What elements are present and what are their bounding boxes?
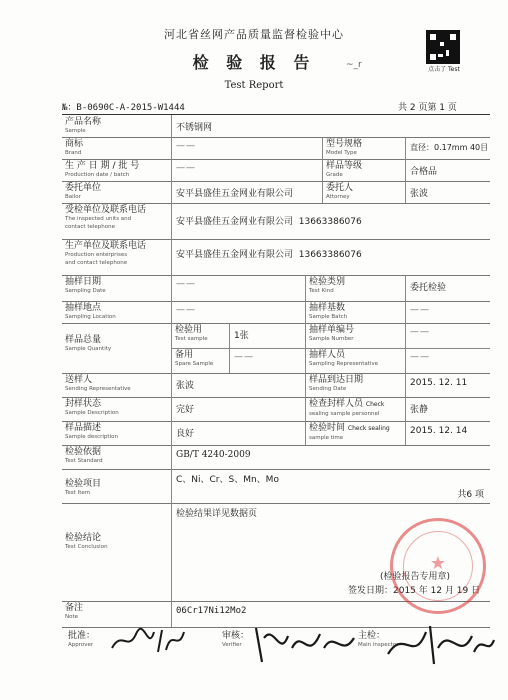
row-note: 备注 Note 06Cr17Ni12Mo2 [62, 601, 490, 628]
qr-code-icon [426, 30, 460, 64]
row-inspected-unit: 受检单位及联系电话 The inspected units and contact telephone 安平县盛佳五金网业有限公司 13663386076 [62, 203, 490, 240]
seal-note: (检验报告专用章) [380, 572, 451, 582]
row-producer: 生产单位及联系电话 Production enterprises and contact telephone 安平县盛佳五金网业有限公司 13663386076 [62, 239, 490, 276]
inspector-signature-label: 主检： Main inspector [358, 631, 399, 648]
qr-caption: 点击了 Test [428, 66, 460, 73]
label: 产品名称 [65, 117, 102, 127]
value: 不锈钢网 [176, 123, 213, 133]
inspector-handwriting [384, 618, 496, 670]
report-subtitle: Test Report [224, 80, 284, 91]
row-brand: 商标 Brand —— 型号规格 Model Type 直径：0.17mm 40目 [62, 137, 490, 160]
row-standard: 检验依据 Test Standard GB/T 4240-2009 [62, 445, 490, 470]
org-name: 河北省丝网产品质量监督检验中心 [164, 28, 344, 41]
page-info: 共 2 页第 1 页 [398, 103, 457, 113]
report-title: 检 验 报 告 [192, 53, 316, 72]
row-sampling-date: 抽样日期 Sampling Date —— 检验类别 Test Kind 委托检验 [62, 275, 490, 302]
row-seal-state: 封样状态 Sample Description 完好 检查封样人员 Check sealing sample personnel 张静 [62, 397, 490, 422]
row-description: 样品描述 Sample description 良好 检验时间 Check sealing sample time 2015. 12. 14 [62, 421, 490, 446]
row-sample-quantity: 样品总量 Sample Quantity 检验用 Test sample 1张 备用 Spare Sample —— 抽样单编号 Sample Number 抽样人员 Sampling Representative —— —— [62, 323, 490, 374]
issue-date: 签发日期：2015 年 12 月 19 日 [348, 586, 481, 596]
row-sampling-location: 抽样地点 Sampling Location —— 抽样基数 Sample Batch —— [62, 301, 490, 324]
row-production-date: 生 产 日 期 / 批 号 Production date / batch —— 样品等级 Grade 合格品 [62, 159, 490, 182]
verifier-handwriting [250, 618, 360, 670]
row-sending-rep: 送样人 Sending Representative 张波 样品到达日期 Sending Date 2015. 12. 11 [62, 373, 490, 398]
official-seal: ★ [390, 518, 486, 614]
report-table [62, 114, 490, 620]
handwritten-mark: ~_r [346, 60, 362, 70]
report-number: №：B-0690C-A-2015-W1444 [62, 103, 185, 113]
approver-signature-label: 批准： Approver [68, 631, 96, 648]
approver-handwriting [108, 622, 188, 662]
row-bailor: 委托单位 Bailor 安平县盛佳五金网业有限公司 委托人 Attorney 张波 [62, 181, 490, 204]
items-count: 共6 项 [457, 490, 484, 500]
verifier-signature-label: 审核： Verifier [222, 631, 250, 648]
row-test-items: 检验项目 Test Item C、Ni、Cr、S、Mn、Mo 共6 项 [62, 469, 490, 504]
row-conclusion: 检验结论 Test Conclusion 检验结果详见数据页 (检验报告专用章) 签发日期：2015 年 12 月 19 日 [62, 503, 490, 602]
row-product: 产品名称 Sample 不锈钢网 [62, 115, 490, 138]
